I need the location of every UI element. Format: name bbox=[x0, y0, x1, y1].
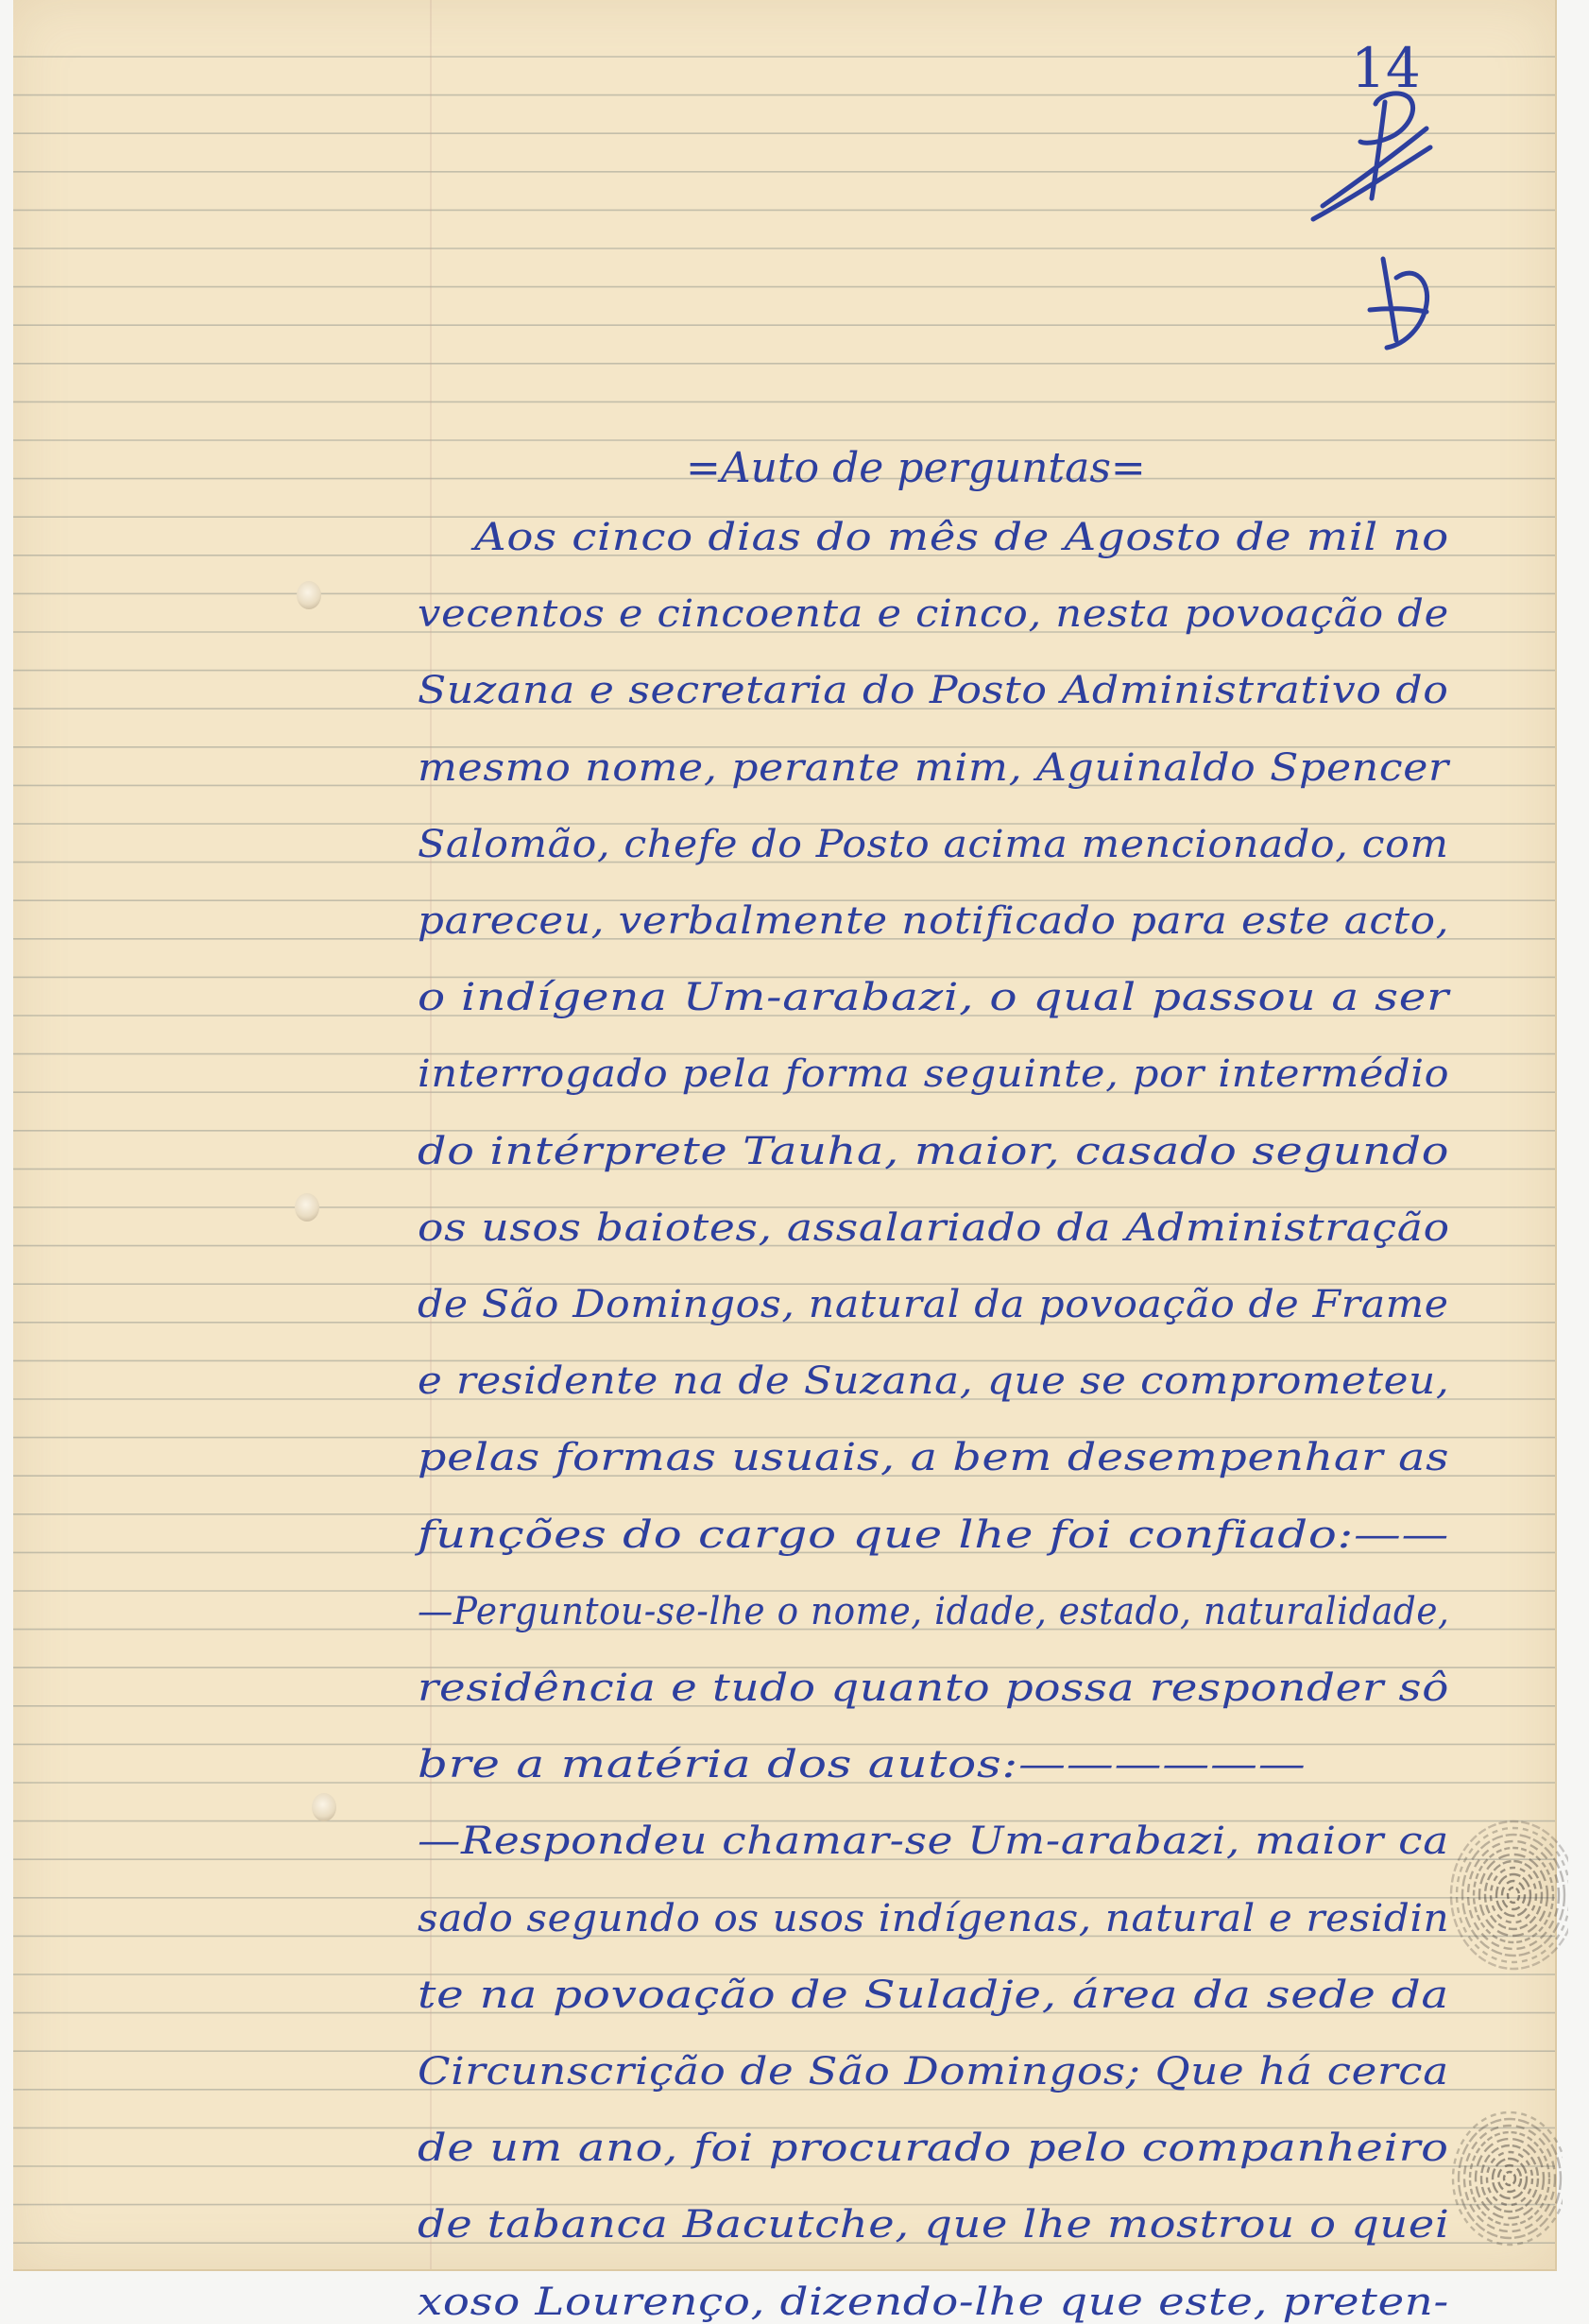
initials-signature bbox=[1285, 57, 1464, 368]
fingerprint-ridge bbox=[1508, 1888, 1519, 1903]
handwritten-line: bre a matéria dos autos:—————— bbox=[418, 1743, 1307, 1787]
fingerprint-ridge bbox=[1502, 1881, 1525, 1909]
fingerprint-ridge bbox=[1459, 2119, 1561, 2238]
fingerprint-ridge bbox=[1464, 2126, 1555, 2231]
handwritten-line: pelas formas usuais, a bem desempenhar as bbox=[418, 1436, 1450, 1480]
handwritten-line: Circunscrição de São Domingos; Que há cerca bbox=[418, 2050, 1449, 2093]
handwritten-line: de tabanca Bacutche, que lhe mostrou o quei bbox=[418, 2203, 1450, 2247]
handwritten-line: —Perguntou-se-lhe o nome, idade, estado, naturalidade, bbox=[418, 1589, 1450, 1633]
handwritten-line: xoso Lourenço, dizendo-lhe que este, preten- bbox=[418, 2280, 1449, 2324]
document-title: =Auto de perguntas= bbox=[686, 444, 1146, 492]
fingerprint-ridge bbox=[1468, 1841, 1559, 1949]
fingerprint-ridge bbox=[1481, 2145, 1538, 2212]
handwritten-line: residência e tudo quanto possa responder sô bbox=[418, 1666, 1450, 1710]
handwritten-line: interrogado pela forma seguinte, por intermédio bbox=[418, 1052, 1450, 1097]
fingerprint-ridge bbox=[1485, 1861, 1542, 1929]
handwritten-line: vecentos e cincoenta e cinco, nesta povoação de bbox=[418, 592, 1449, 637]
handwritten-line: os usos baiotes, assalariado da Administração bbox=[418, 1205, 1450, 1250]
fingerprint-lower bbox=[1430, 2105, 1563, 2247]
handwritten-line: do intérprete Tauha, maior, casado segundo bbox=[418, 1129, 1450, 1173]
handwritten-line: funções do cargo que lhe foi confiado:—— bbox=[418, 1512, 1450, 1557]
handwritten-line: o indígena Um-arabazi, o qual passou a ser bbox=[418, 976, 1450, 1020]
fingerprint-ridge bbox=[1504, 2172, 1515, 2185]
handwritten-line: Salomão, chefe do Posto acima mencionado, com bbox=[418, 822, 1449, 866]
handwritten-line: Aos cinco dias do mês de Agosto de mil no bbox=[474, 516, 1449, 559]
handwritten-line: sado segundo os usos indígenas, natural e residin bbox=[418, 1896, 1450, 1940]
punch-hole-bottom bbox=[312, 1793, 336, 1821]
punch-hole-middle bbox=[295, 1193, 319, 1222]
handwritten-line: de São Domingos, natural da povoação de Frame bbox=[418, 1283, 1449, 1326]
handwritten-line: te na povoação de Suladje, área da sede da bbox=[418, 1973, 1449, 2017]
handwritten-line: pareceu, verbalmente notificado para este acto, bbox=[418, 899, 1450, 943]
handwritten-line: e residente na de Suzana, que se comprometeu, bbox=[418, 1359, 1450, 1404]
handwritten-line: Suzana e secretaria do Posto Administrativo do bbox=[418, 669, 1449, 713]
handwritten-line: mesmo nome, perante mim, Aguinaldo Spencer bbox=[418, 745, 1449, 790]
fingerprint-ridge bbox=[1498, 2165, 1521, 2192]
handwritten-line: —Respondeu chamar-se Um-arabazi, maior ca bbox=[418, 1820, 1449, 1864]
fingerprint-ridge bbox=[1462, 1835, 1564, 1956]
paper-sheet bbox=[13, 0, 1557, 2324]
handwritten-line: de um ano, foi procurado pelo companheiro bbox=[418, 2127, 1449, 2171]
page-number: 14 bbox=[1351, 36, 1421, 100]
fingerprint-upper bbox=[1427, 1810, 1568, 1980]
punch-hole-top bbox=[297, 581, 321, 609]
